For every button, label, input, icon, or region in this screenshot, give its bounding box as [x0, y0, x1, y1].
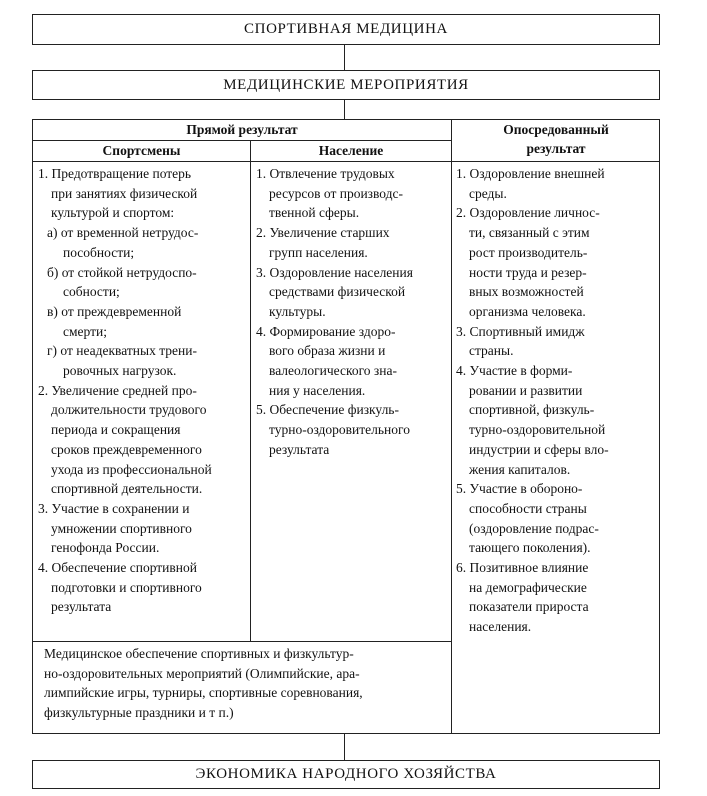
support-line: Медицинское обеспечение спортивных и физкультур-: [44, 646, 354, 661]
list-line: 2. Увеличение старших: [256, 225, 390, 241]
list-line: культурой и спортом:: [51, 205, 175, 221]
list-line: на демографические: [469, 579, 587, 595]
list-line: организма человека.: [469, 303, 586, 319]
list-line: ухода из профессиональной: [51, 461, 212, 477]
list-line: спортивной, физкуль-: [469, 402, 595, 418]
athletes-header: Спортсмены: [102, 143, 181, 158]
list-line: ровании и развитии: [469, 382, 583, 398]
list-line: смерти;: [63, 323, 107, 339]
indirect-column: [456, 164, 660, 637]
indirect-header-line-1: Опосредованный: [503, 122, 609, 137]
list-line: 6. Позитивное влияние: [456, 560, 589, 576]
list-line: средствами физической: [269, 284, 406, 300]
list-line: турно-оздоровительной: [469, 422, 606, 438]
divider-subheader: [33, 161, 451, 162]
list-line: генофонда России.: [51, 540, 160, 556]
support-line: но-оздоровительных мероприятий (Олимпийские, ара-: [44, 665, 360, 681]
divider-support: [33, 641, 451, 642]
population-header: Население: [318, 143, 384, 158]
list-line: вого образа жизни и: [269, 343, 386, 359]
list-line: способности страны: [469, 500, 587, 516]
list-line: 2. Оздоровление личнос-: [456, 205, 600, 221]
list-line: 4. Обеспечение спортивной: [38, 560, 197, 576]
population-column: [256, 164, 451, 460]
list-line: 3. Оздоровление населения: [256, 264, 413, 280]
list-line: твенной сферы.: [269, 205, 360, 221]
list-line: среды.: [469, 185, 507, 201]
list-line: групп населения.: [269, 244, 368, 260]
support-line: физкультурные праздники и т п.): [44, 704, 234, 720]
national-economy-box: [32, 760, 660, 789]
connector-middle: [344, 100, 345, 119]
list-line: 5. Участие в обороно-: [456, 481, 583, 497]
list-line: результата: [51, 599, 112, 615]
list-line: жения капиталов.: [469, 461, 571, 477]
medical-measures-label: МЕДИЦИНСКИЕ МЕРОПРИЯТИЯ: [223, 76, 469, 93]
list-line: б) от стойкой нетрудоспо-: [47, 264, 197, 280]
list-line: 4. Участие в форми-: [456, 363, 573, 379]
list-line: подготовки и спортивного: [51, 579, 202, 595]
list-line: ровочных нагрузок.: [63, 363, 177, 379]
list-line: 4. Формирование здоро-: [256, 323, 396, 339]
list-line: 2. Увеличение средней про-: [38, 382, 197, 398]
national-economy-label: ЭКОНОМИКА НАРОДНОГО ХОЗЯЙСТВА: [195, 766, 497, 782]
divider-athletes-population: [250, 140, 251, 641]
list-line: умножении спортивного: [51, 520, 192, 536]
list-line: должительности трудового: [51, 402, 207, 418]
list-line: при занятиях физической: [51, 185, 198, 201]
list-line: ния у населения.: [269, 382, 366, 398]
list-line: тающего поколения).: [469, 540, 591, 556]
list-line: результата: [269, 441, 330, 457]
direct-result-header: Прямой результат: [186, 122, 298, 137]
medical-support-text: [44, 644, 451, 722]
list-line: собности;: [63, 284, 120, 300]
list-line: а) от временной нетрудос-: [47, 225, 199, 241]
list-line: ресурсов от производс-: [269, 185, 404, 201]
list-line: турно-оздоровительного: [269, 422, 410, 438]
divider-direct-indirect: [451, 119, 452, 734]
list-line: (оздоровление подрас-: [469, 520, 599, 536]
list-line: 5. Обеспечение физкуль-: [256, 402, 399, 418]
list-line: периода и сокращения: [51, 422, 181, 438]
list-line: страны.: [469, 343, 514, 359]
connector-top: [344, 45, 345, 70]
list-line: спортивной деятельности.: [51, 481, 203, 497]
list-line: вных возможностей: [469, 284, 584, 300]
athletes-column: [38, 164, 250, 617]
list-line: ности труда и резер-: [469, 264, 587, 280]
list-line: в) от преждевременной: [47, 303, 182, 319]
indirect-result-header: [452, 120, 660, 158]
sports-medicine-box: [32, 14, 660, 45]
list-line: 1. Оздоровление внешней: [456, 166, 605, 181]
connector-bottom: [344, 734, 345, 760]
list-line: пособности;: [63, 244, 135, 260]
list-line: 1. Предотвращение потерь: [38, 166, 192, 181]
list-line: ти, связанный с этим: [469, 225, 590, 241]
list-line: культуры.: [269, 303, 326, 319]
list-line: 1. Отвлечение трудовых: [256, 166, 395, 181]
list-line: валеологического зна-: [269, 363, 397, 379]
list-line: показатели прироста: [469, 599, 589, 615]
medical-measures-box: [32, 70, 660, 100]
list-line: населения.: [469, 619, 532, 635]
list-line: г) от неадекватных трени-: [47, 343, 197, 359]
sports-medicine-label: СПОРТИВНАЯ МЕДИЦИНА: [244, 21, 448, 37]
list-line: индустрии и сферы вло-: [469, 441, 609, 457]
list-line: сроков преждевременного: [51, 441, 202, 457]
indirect-header-line-2: результат: [526, 141, 586, 156]
list-line: 3. Участие в сохранении и: [38, 500, 190, 516]
divider-indirect-header: [451, 161, 660, 162]
support-line: лимпийские игры, турниры, спортивные соревнования,: [44, 685, 363, 700]
list-line: рост производитель-: [469, 244, 588, 260]
list-line: 3. Спортивный имидж: [456, 323, 585, 339]
